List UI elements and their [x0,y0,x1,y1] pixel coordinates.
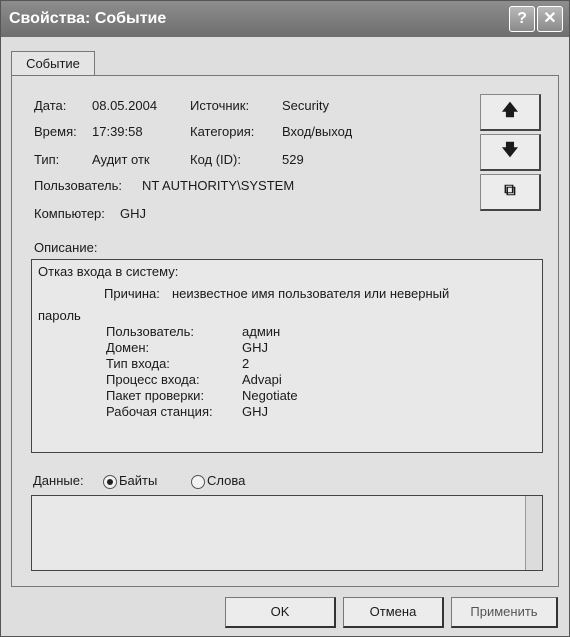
detail-label: Тип входа: [106,356,170,371]
time-label: Время: [34,124,77,139]
computer-value: GHJ [120,206,146,221]
user-value: NT AUTHORITY\SYSTEM [142,178,295,193]
help-button[interactable]: ? [509,6,535,32]
detail-value: Negotiate [242,388,298,403]
description-textbox[interactable] [31,259,543,453]
reason-value: неизвестное имя пользователя или неверный [172,286,450,301]
data-scrollbar[interactable] [525,496,542,570]
category-label: Категория: [190,124,255,139]
copy-icon: ⧉ [504,182,516,199]
detail-label: Рабочая станция: [106,404,213,419]
reason-label: Причина: [104,286,160,301]
source-value: Security [282,98,329,113]
reason-continuation: пароль [38,308,81,323]
bytes-radio[interactable] [103,475,117,489]
computer-label: Компьютер: [34,206,105,221]
title-bar [1,1,569,37]
detail-label: Процесс входа: [106,372,200,387]
copy-event-button[interactable] [480,174,541,211]
date-label: Дата: [34,98,67,113]
detail-value: админ [242,324,281,339]
type-label: Тип: [34,152,60,167]
detail-label: Пользователь: [106,324,194,339]
cancel-button[interactable]: Отмена [343,597,444,628]
time-value: 17:39:58 [92,124,143,139]
user-label: Пользователь: [34,178,122,193]
date-value: 08.05.2004 [92,98,158,113]
previous-event-button[interactable] [480,94,541,131]
data-textbox[interactable] [31,495,543,571]
type-value: Аудит отк [92,152,150,167]
words-radio[interactable] [191,475,205,489]
code-label: Код (ID): [190,152,241,167]
detail-value: GHJ [242,340,268,355]
source-label: Источник: [190,98,250,113]
arrow-down-icon: 🡇 [501,142,519,159]
data-label: Данные: [33,473,84,488]
detail-value: Advapi [242,372,282,387]
detail-label: Домен: [106,340,150,355]
close-button[interactable]: ✕ [537,6,563,32]
ok-button[interactable]: OK [225,597,336,628]
next-event-button[interactable] [480,134,541,171]
bytes-radio-label[interactable]: Байты [119,473,158,488]
window-title: Свойства: Событие [9,10,167,27]
code-value: 529 [282,152,304,167]
detail-value: 2 [242,356,250,371]
tab-event[interactable]: Событие [11,51,95,76]
description-label: Описание: [34,240,98,255]
arrow-up-icon: 🡅 [501,102,519,119]
radio-selected-icon [107,479,113,485]
description-line: Отказ входа в систему: [38,264,179,279]
category-value: Вход/выход [282,124,353,139]
words-radio-label[interactable]: Слова [207,473,246,488]
detail-label: Пакет проверки: [106,388,205,403]
apply-button[interactable]: Применить [451,597,558,628]
detail-value: GHJ [242,404,268,419]
